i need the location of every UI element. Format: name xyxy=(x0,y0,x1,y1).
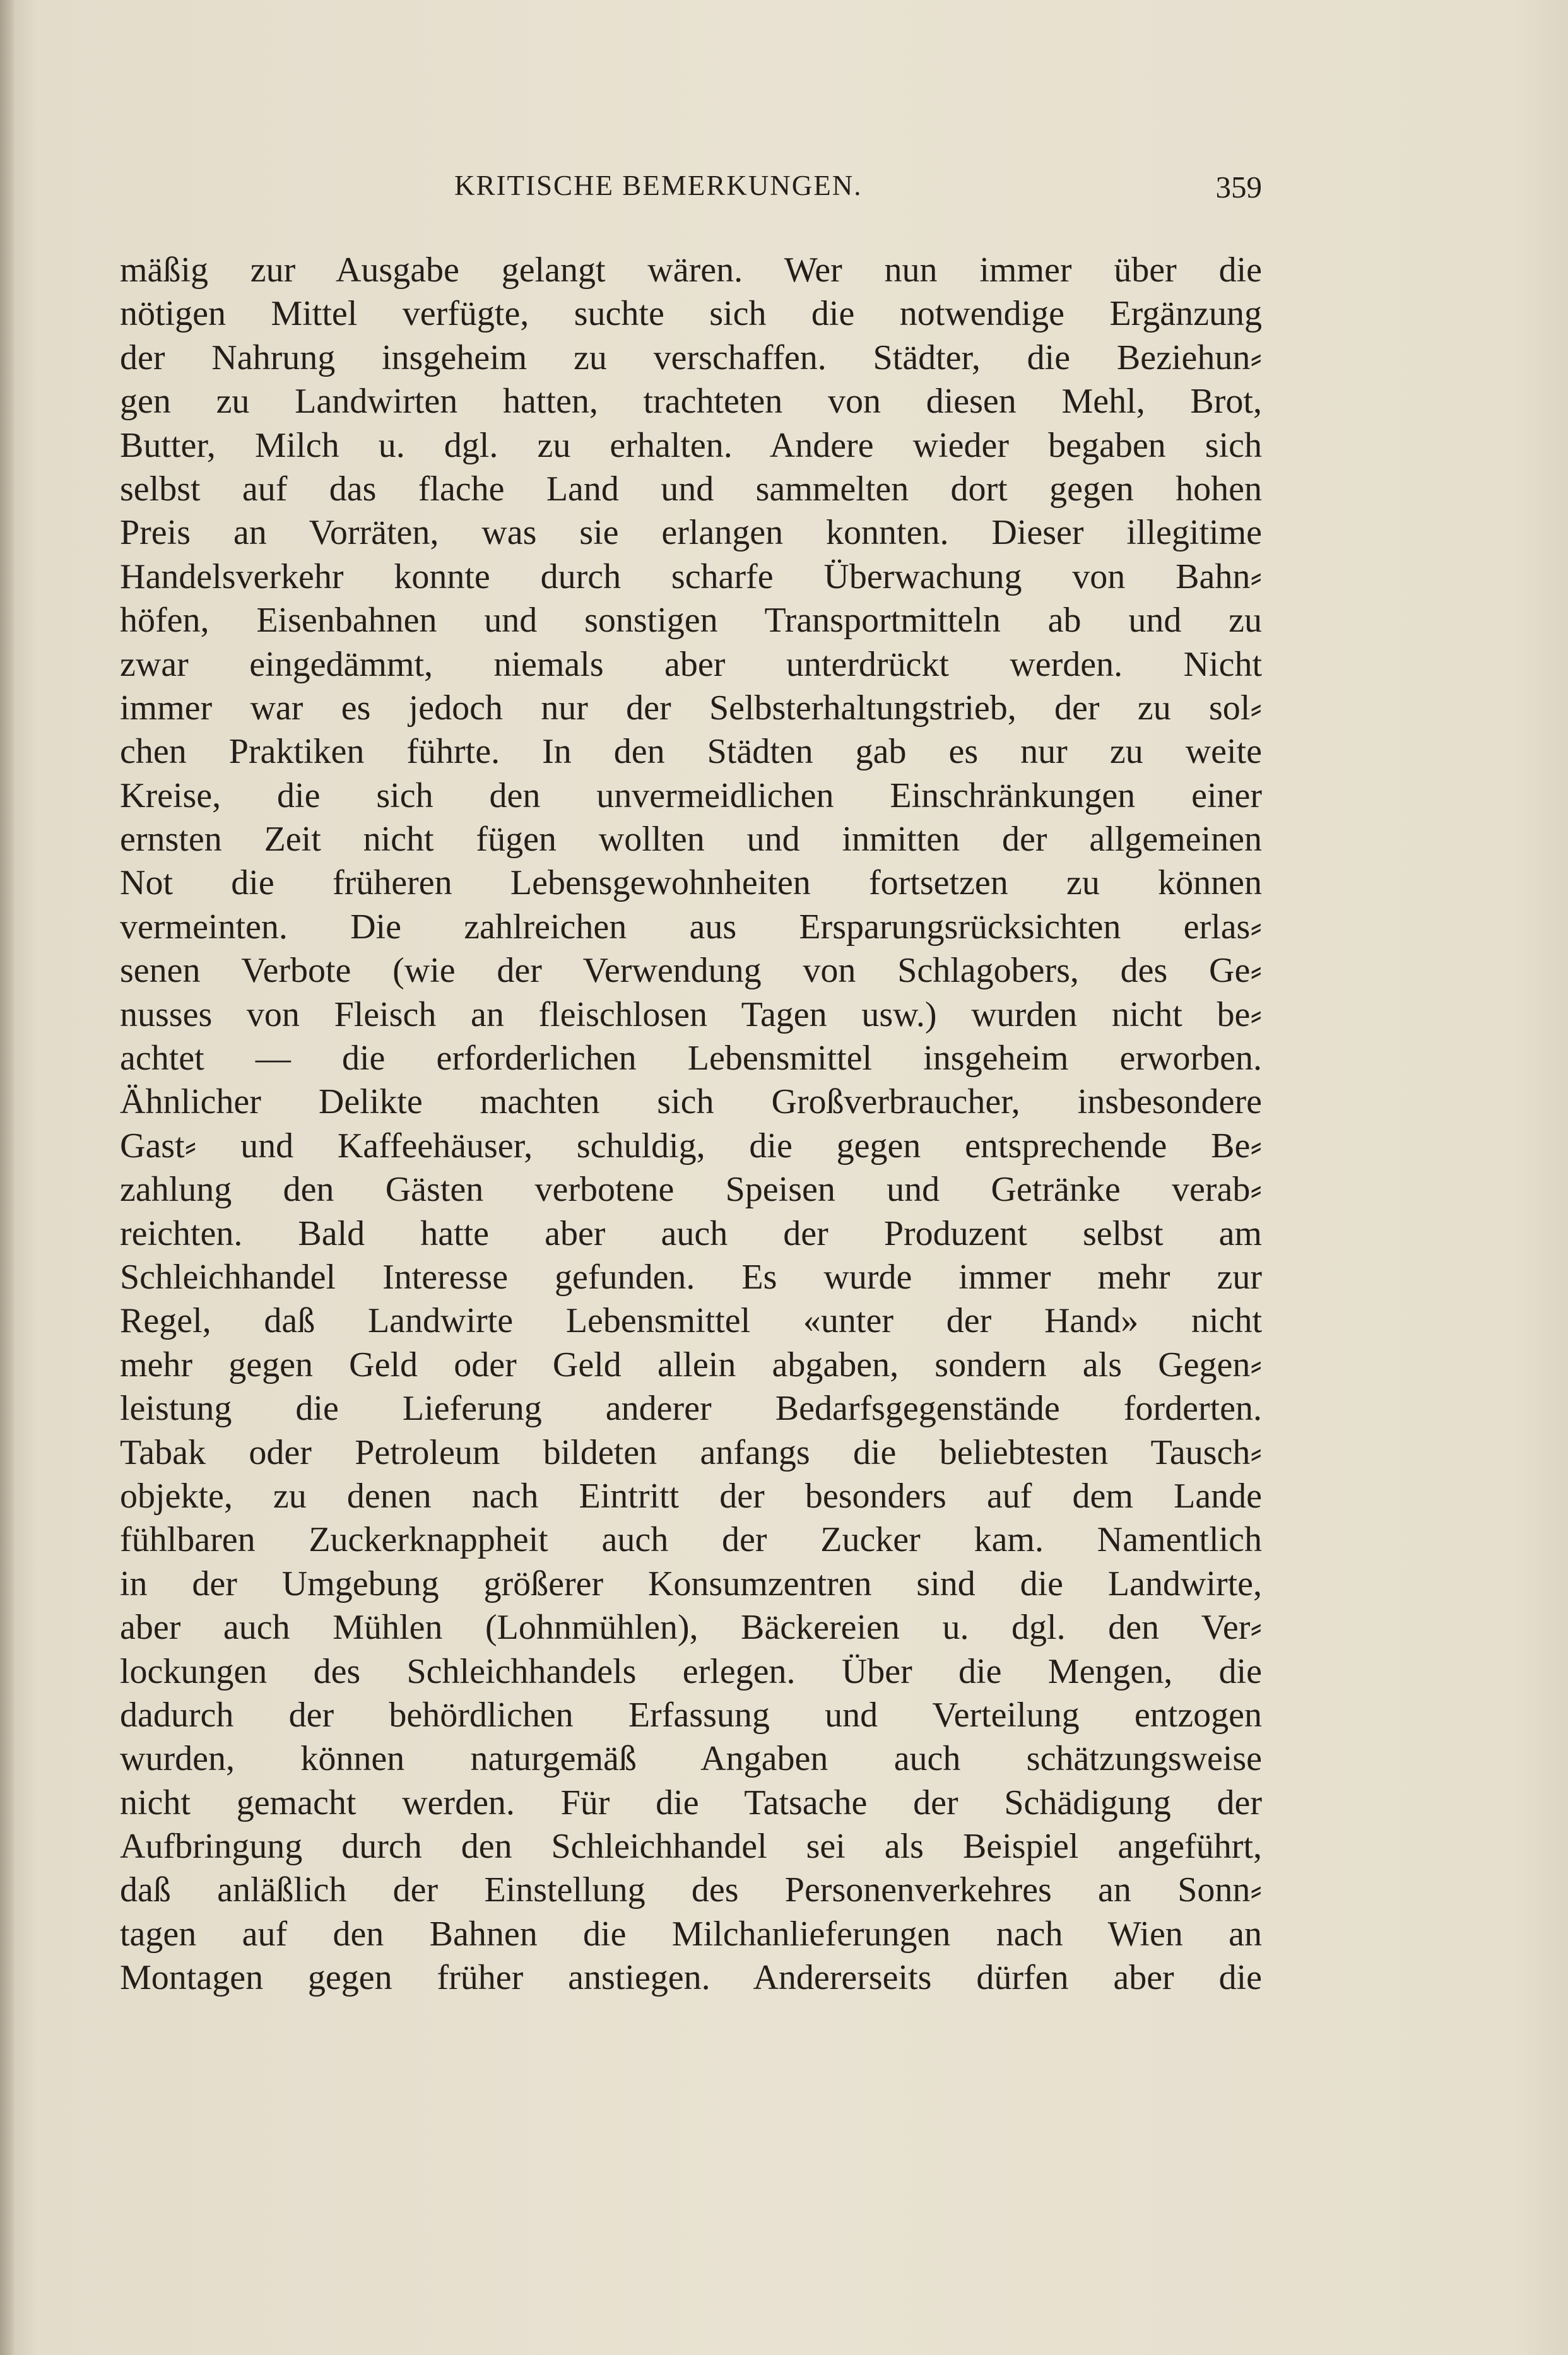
text-line: höfen, Eisenbahnen und sonstigen Transportmitteln ab und zu xyxy=(120,601,1262,640)
text-line: nötigen Mittel verfügte, suchte sich die notwendige Ergänzung xyxy=(120,294,1262,334)
text-line: nicht gemacht werden. Für die Tatsache der Schädigung der xyxy=(120,1783,1262,1822)
text-line: mehr gegen Geld oder Geld allein abgaben, sondern als Gegen⸗ xyxy=(120,1345,1262,1384)
text-line: immer war es jedoch nur der Selbsterhaltungstrieb, der zu sol⸗ xyxy=(120,688,1262,728)
page-number: 359 xyxy=(1215,170,1262,204)
book-spine-edge xyxy=(0,0,14,2355)
text-line: zwar eingedämmt, niemals aber unterdrückt werden. Nicht xyxy=(120,644,1262,684)
text-line: selbst auf das flache Land und sammelten dort gegen hohen xyxy=(120,469,1262,509)
text-line: nusses von Fleisch an fleischlosen Tagen usw.) wurden nicht be⸗ xyxy=(120,995,1262,1034)
text-line: gen zu Landwirten hatten, trachteten von diesen Mehl, Brot, xyxy=(120,382,1262,422)
text-line: objekte, zu denen nach Eintritt der besonders auf dem Lande xyxy=(120,1476,1262,1516)
text-line: tagen auf den Bahnen die Milchanlieferungen nach Wien an xyxy=(120,1914,1262,1954)
text-line: Aufbringung durch den Schleichhandel sei als Beispiel angeführt, xyxy=(120,1827,1262,1867)
text-line: daß anläßlich der Einstellung des Personenverkehres an Sonn⸗ xyxy=(120,1870,1262,1910)
text-line: Schleichhandel Interesse gefunden. Es wurde immer mehr zur xyxy=(120,1257,1262,1297)
text-line: Handelsverkehr konnte durch scharfe Überwachung von Bahn⸗ xyxy=(120,557,1262,596)
text-line: Gast⸗ und Kaffeehäuser, schuldig, die gegen entsprechende Be⸗ xyxy=(120,1126,1262,1166)
text-line: chen Praktiken führte. In den Städten gab es nur zu weite xyxy=(120,732,1262,772)
text-line: fühlbaren Zuckerknappheit auch der Zucker kam. Namentlich xyxy=(120,1520,1262,1560)
text-line: vermeinten. Die zahlreichen aus Ersparungsrücksichten erlas⸗ xyxy=(120,907,1262,947)
text-line: in der Umgebung größerer Konsumzentren sind die Landwirte, xyxy=(120,1564,1262,1603)
text-line: aber auch Mühlen (Lohnmühlen), Bäckereien u. dgl. den Ver⸗ xyxy=(120,1608,1262,1648)
text-line: wurden, können naturgemäß Angaben auch schätzungsweise xyxy=(120,1739,1262,1779)
text-line: Kreise, die sich den unvermeidlichen Einschränkungen einer xyxy=(120,776,1262,815)
body-text xyxy=(120,249,1262,2000)
text-line: Preis an Vorräten, was sie erlangen konnten. Dieser illegitime xyxy=(120,513,1262,553)
text-line: lockungen des Schleichhandels erlegen. Über die Mengen, die xyxy=(120,1651,1262,1691)
text-line: zahlung den Gästen verbotene Speisen und Getränke verab⸗ xyxy=(120,1170,1262,1210)
running-head-title: KRITISCHE BEMERKUNGEN. xyxy=(454,170,863,201)
text-line: dadurch der behördlichen Erfassung und Verteilung entzogen xyxy=(120,1695,1262,1735)
text-line: Butter, Milch u. dgl. zu erhalten. Andere wieder begaben sich xyxy=(120,425,1262,465)
text-line: ernsten Zeit nicht fügen wollten und inmitten der allgemeinen xyxy=(120,820,1262,859)
text-line: senen Verbote (wie der Verwendung von Schlagobers, des Ge⸗ xyxy=(120,951,1262,991)
text-line: Montagen gegen früher anstiegen. Andererseits dürfen aber die xyxy=(120,1958,1262,1998)
running-head xyxy=(120,169,1262,213)
text-line: Regel, daß Landwirte Lebensmittel «unter der Hand» nicht xyxy=(120,1301,1262,1341)
text-line: achtet — die erforderlichen Lebensmittel insgeheim erworben. xyxy=(120,1039,1262,1078)
text-line: Ähnlicher Delikte machten sich Großverbraucher, insbesondere xyxy=(120,1082,1262,1122)
text-line: mäßig zur Ausgabe gelangt wären. Wer nun immer über die xyxy=(120,251,1262,290)
text-line: reichten. Bald hatte aber auch der Produzent selbst am xyxy=(120,1213,1262,1253)
text-line: der Nahrung insgeheim zu verschaffen. Städter, die Beziehun⸗ xyxy=(120,338,1262,377)
text-line: leistung die Lieferung anderer Bedarfsgegenstände forderten. xyxy=(120,1389,1262,1429)
text-line: Not die früheren Lebensgewohnheiten fortsetzen zu können xyxy=(120,863,1262,903)
text-line: Tabak oder Petroleum bildeten anfangs die beliebtesten Tausch⸗ xyxy=(120,1432,1262,1472)
